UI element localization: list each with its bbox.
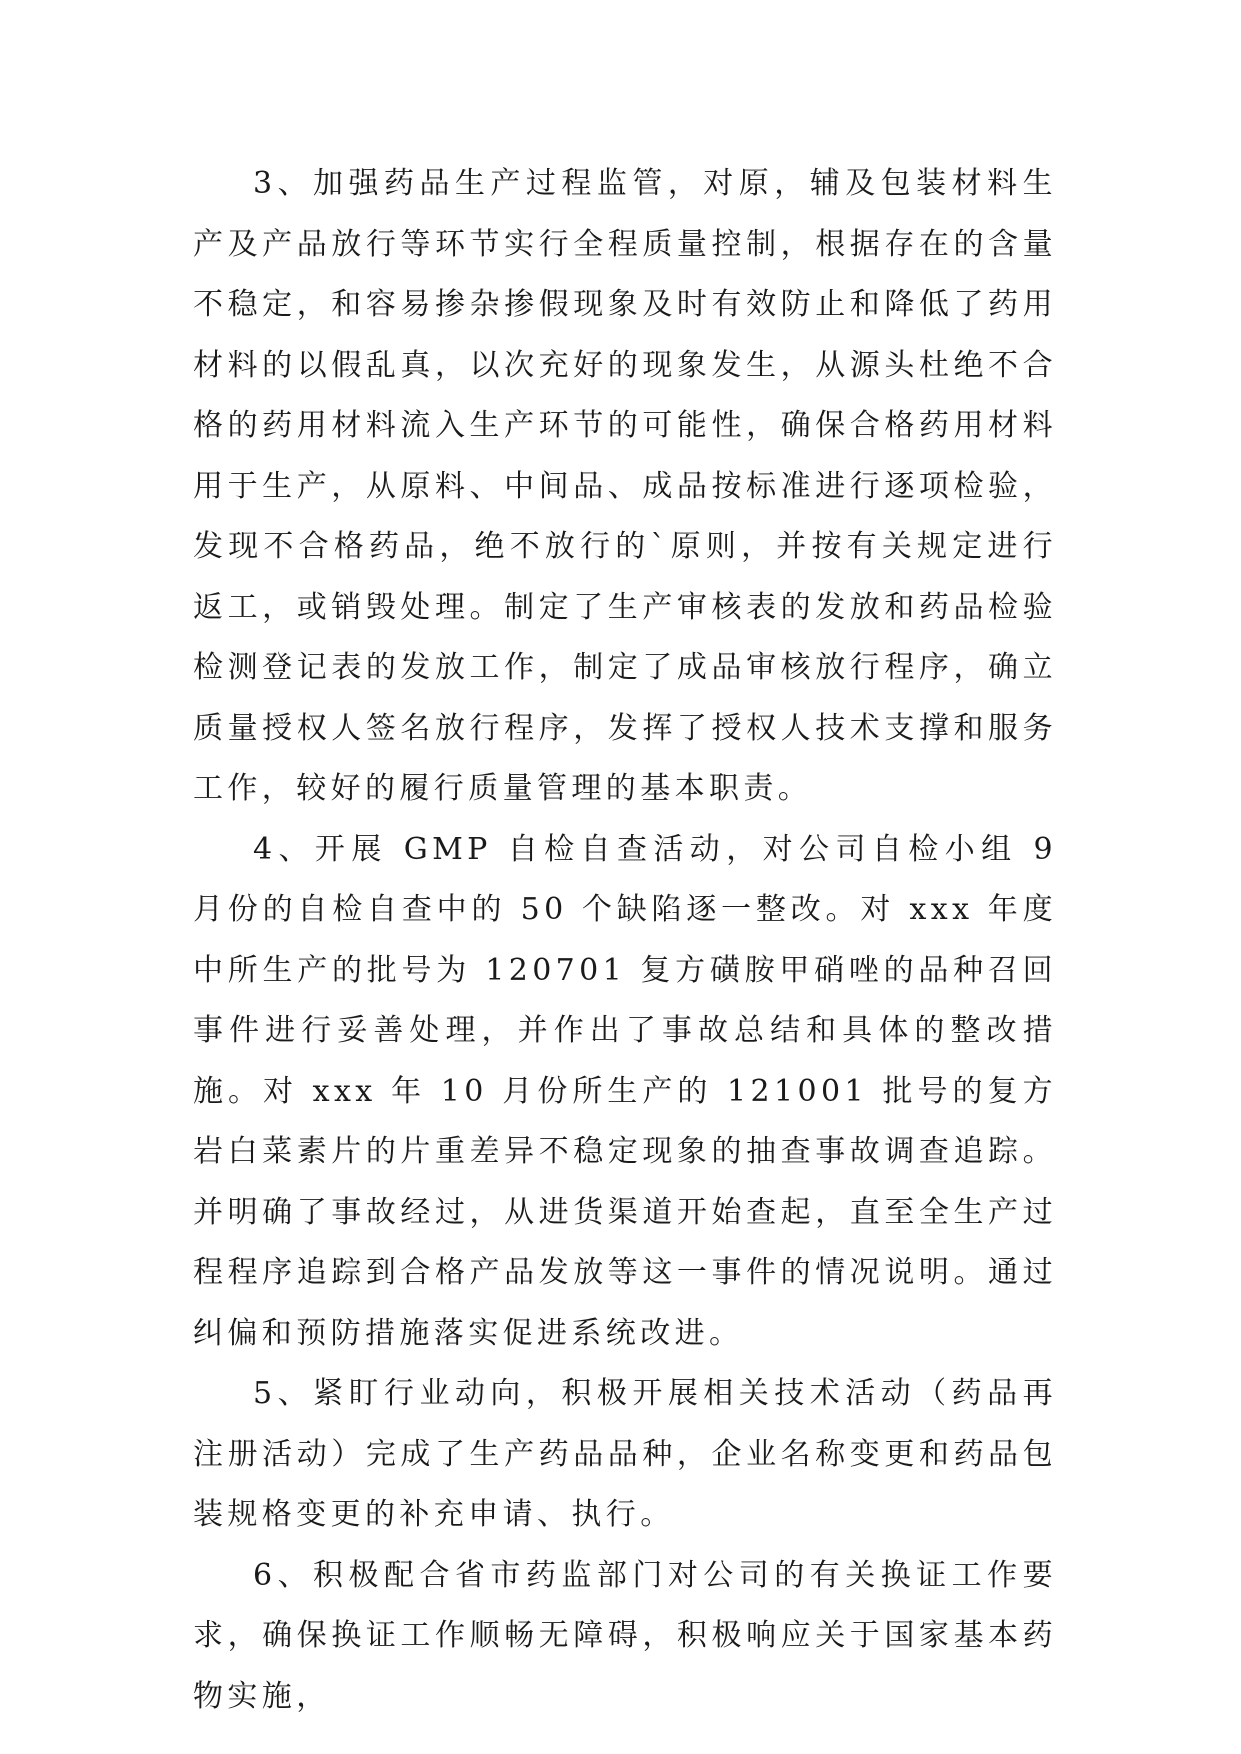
paragraph-item-6: 6、积极配合省市药监部门对公司的有关换证工作要求，确保换证工作顺畅无障碍，积极响应关于国家基本药物实施， — [193, 1557, 1057, 1714]
body-text — [193, 154, 1057, 1727]
paragraph-item-4: 4、开展 GMP 自检自查活动，对公司自检小组 9 月份的自检自查中的 50 个缺陷逐一整改。对 xxx 年度中所生产的批号为 120701 复方磺胺甲硝唑的品种召回事件进行妥善处理，并作出了事故总结和具体的整改措施。对 xxx 年 10 月份所生产的 121001 批号的复方岩白菜素片的片重差异不稳定现象的抽查事故调查追踪。并明确了事故经过，从进货渠道开始查起，直至全生产过程程序追踪到合格产品发放等这一事件的情况说明。通过纠偏和预防措施落实促进系统改进。 — [193, 831, 1057, 1351]
paragraph-item-3: 3、加强药品生产过程监管，对原，辅及包装材料生产及产品放行等环节实行全程质量控制，根据存在的含量不稳定，和容易掺杂掺假现象及时有效防止和降低了药用材料的以假乱真，以次充好的现象发生，从源头杜绝不合格的药用材料流入生产环节的可能性，确保合格药用材料用于生产，从原料、中间品、成品按标准进行逐项检验，发现不合格药品，绝不放行的`原则，并按有关规定进行返工，或销毁处理。制定了生产审核表的发放和药品检验检测登记表的发放工作，制定了成品审核放行程序，确立质量授权人签名放行程序，发挥了授权人技术支撑和服务工作，较好的履行质量管理的基本职责。 — [193, 166, 1057, 806]
paragraph-item-5: 5、紧盯行业动向，积极开展相关技术活动（药品再注册活动）完成了生产药品品种，企业名称变更和药品包装规格变更的补充申请、执行。 — [193, 1376, 1057, 1532]
